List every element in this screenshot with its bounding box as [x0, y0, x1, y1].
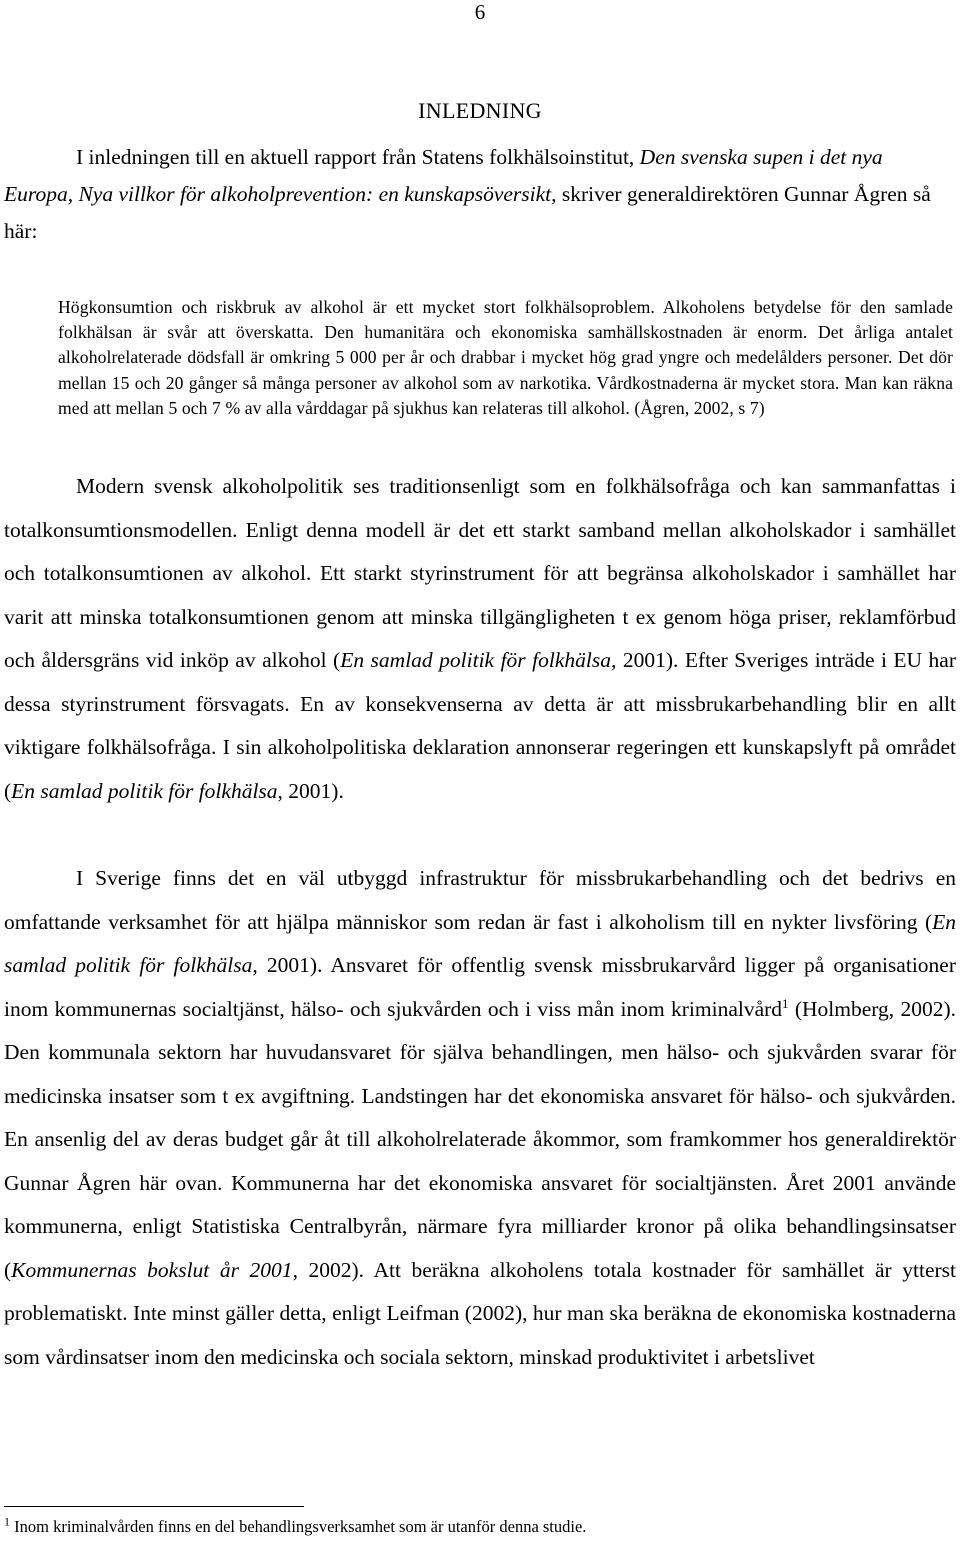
paragraph-text: I Sverige finns det en väl utbyggd infrastruktur för missbrukarbehandling och det bedrivs en omfattande verksamhet för att hjälpa människor som redan är fast i alkoholism till en nykter livsföring (: [4, 866, 956, 934]
paragraph-text: (Holmberg, 2002). Den kommunala sektorn har huvudansvaret för själva behandlingen, men hälso- och sjukvården svarar för medicinska insatser som t ex avgiftning. Landstingen har det ekonomiska ansvaret för hälso- och sjukvården. En ansenlig del av deras budget går åt till alkoholrelaterade åkommor, som framkommer hos generaldirektör Gunnar Ågren här ovan. Kommunerna har det ekonomiska ansvaret för socialtjänsten. Året 2001 använde kommunerna, enligt Statistiska Centralbyrån, närmare fyra milliarder kronor på olika behandlingsinsatser (: [4, 996, 956, 1282]
citation-title: Kommunernas bokslut år 2001: [11, 1257, 293, 1282]
body-paragraph-1: [4, 465, 956, 813]
footnote-number: 1: [4, 1514, 10, 1529]
paragraph-text: , 2002). Att beräkna alkoholens totala kostnader för samhället är ytterst problematiskt. Inte minst gäller detta, enligt Leifman (2002), hur man ska beräkna de ekonomiska kostnaderna som vårdinsatser inom den medicinska och sociala sektorn, minskad produktivitet i arbetslivet: [4, 1257, 956, 1369]
intro-text-end: skriver generaldirektören Gunnar Ågren så här:: [4, 182, 931, 243]
body-paragraph-2: [4, 857, 956, 1379]
block-quote: Högkonsumtion och riskbruk av alkohol är ett mycket stort folkhälsoproblem. Alkoholens betydelse för den samlade folkhälsan är svår att överskatta. Den humanitära och ekonomiska samhällskostnaden är enorm. Det årliga antalet alkoholrelaterade dödsfall är omkring 5 000 per år och drabbar i mycket hög grad yngre och medelålders personer. Det dör mellan 15 och 20 gånger så många personer av alkohol som av narkotika. Vårdkostnaderna är mycket stora. Man kan räkna med att mellan 5 och 7 % av alla vårddagar på sjukhus kan relateras till alkohol. (Ågren, 2002, s 7): [58, 297, 953, 418]
footnote-marker[interactable]: 1: [782, 995, 789, 1011]
section-heading: INLEDNING: [418, 98, 542, 123]
intro-text-start: I inledningen till en aktuell rapport från Statens folkhälsoinstitut,: [76, 145, 640, 169]
paragraph-text: , 2001). Ansvaret för offentlig svensk missbrukarvård ligger på organisationer inom kommunernas socialtjänst, hälso- och sjukvården och i viss mån inom kriminalvård: [4, 953, 956, 1021]
citation-title: En samlad politik för folkhälsa,: [340, 648, 617, 672]
footnote-text: Inom kriminalvården finns en del behandlingsverksamhet som är utanför denna studie.: [10, 1517, 587, 1536]
page-number: 6: [474, 0, 486, 24]
paragraph-text: 2001). Efter Sveriges inträde i EU har dessa styrinstrument försvagats. En av konsekvenserna av detta är att missbrukarbehandling blir en allt viktigare folkhälsofråga. I sin alkoholpolitiska deklaration annonserar regeringen ett kunskapslyft på området (: [4, 648, 956, 803]
footnote-divider: [4, 1506, 304, 1507]
paragraph-text: Modern svensk alkoholpolitik ses traditionsenligt som en folkhälsofråga och kan sammanfattas i totalkonsumtionsmodellen. Enligt denna modell är det ett starkt samband mellan alkoholskador i samhället och totalkonsumtionen av alkohol. Ett starkt styrinstrument för att begränsa alkoholskador i samhället har varit att minska totalkonsumtionen genom att minska tillgängligheten t ex genom höga priser, reklamförbud och åldersgräns vid inköp av alkohol (: [4, 474, 956, 672]
report-title: Den svenska supen i det nya Europa, Nya villkor för alkoholprevention: en kunskapsöversikt,: [4, 145, 883, 206]
citation-title: En samlad politik för folkhälsa,: [11, 778, 283, 803]
paragraph-text: 2001).: [282, 778, 344, 803]
citation-title: En samlad politik för folkhälsa: [4, 909, 956, 977]
intro-paragraph: [4, 139, 956, 250]
footnote: [4, 1516, 956, 1538]
